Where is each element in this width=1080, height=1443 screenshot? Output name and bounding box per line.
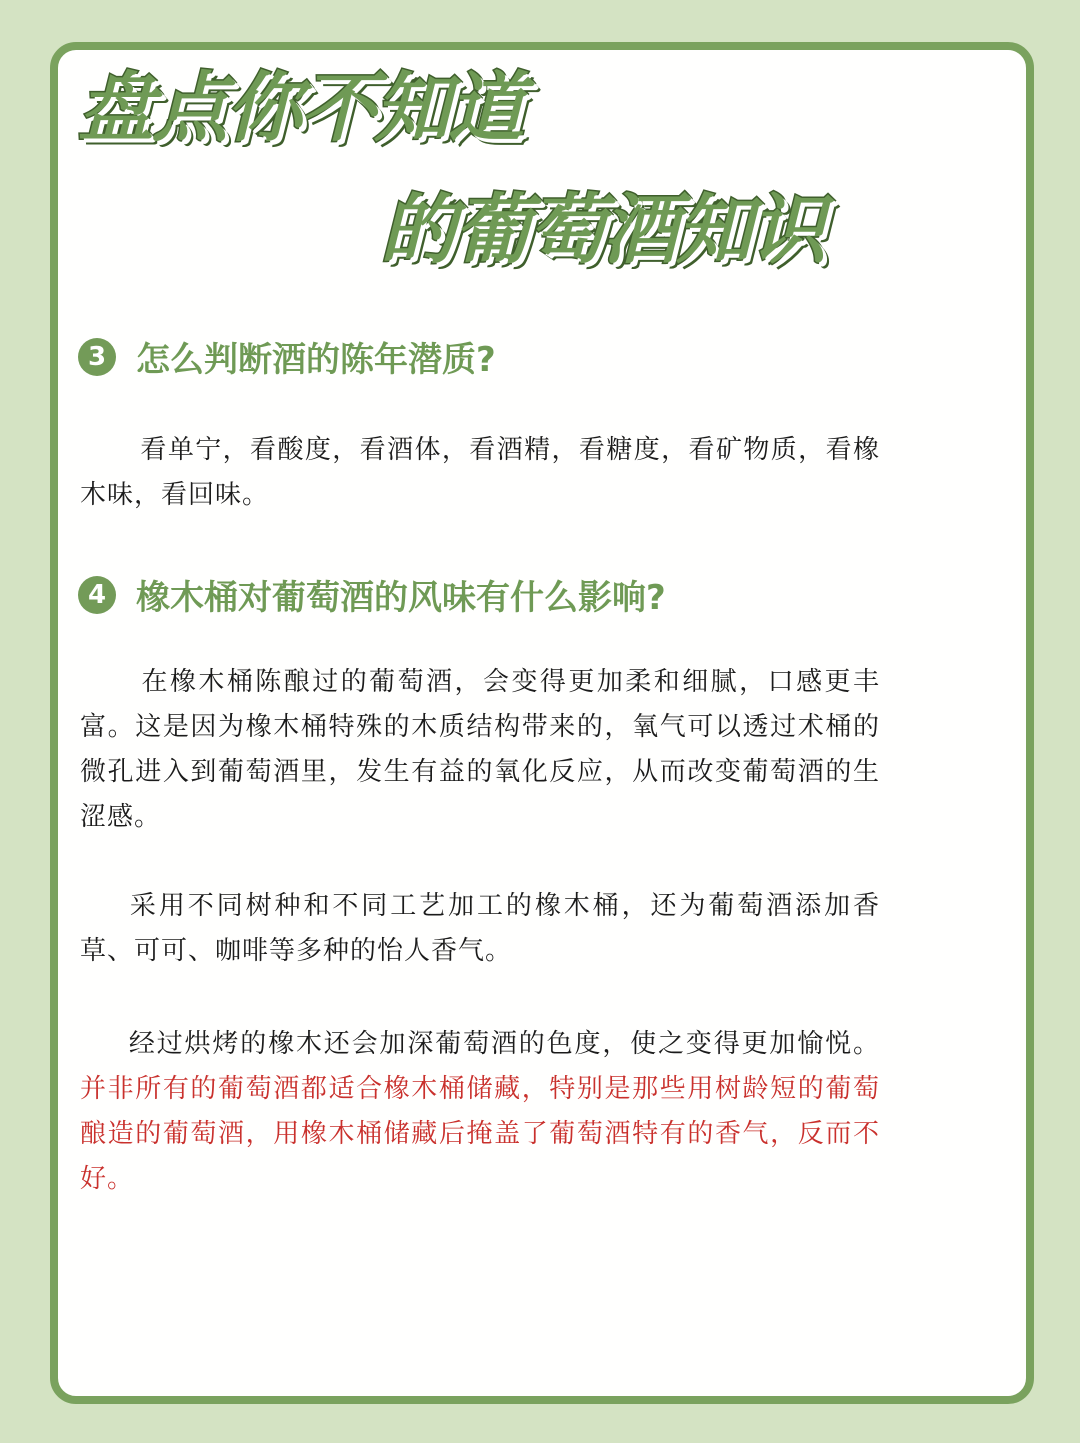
question-4-text: 橡木桶对葡萄酒的风味有什么影响? [136, 578, 666, 618]
answer-4-paragraph-3 [80, 1022, 880, 1202]
answer-4-text-2: 采用不同树种和不同工艺加工的橡木桶，还为葡萄酒添加香草、可可、咖啡等多种的怡人香气。 [80, 891, 880, 966]
answer-4-paragraph-1 [80, 660, 880, 840]
number-3-icon: 3 [78, 338, 116, 376]
answer-4-highlight-text: 并非所有的葡萄酒都适合橡木桶储藏，特别是那些用树龄短的葡萄酿造的葡萄酒，用橡木桶储藏后掩盖了葡萄酒特有的香气，反而不好。 [80, 1074, 880, 1194]
title-line-1: 盘点你不知道 [78, 63, 522, 152]
title-line-2: 的葡萄酒知识 [380, 185, 824, 274]
number-4-icon: 4 [78, 576, 116, 614]
answer-4-paragraph-2 [80, 884, 880, 974]
answer-3-text: 看单宁，看酸度，看酒体，看酒精，看糖度，看矿物质，看橡木味，看回味。 [80, 435, 880, 510]
answer-4-text-3: 经过烘烤的橡木还会加深葡萄酒的色度，使之变得更加愉悦。 [128, 1029, 880, 1059]
question-3-text: 怎么判断酒的陈年潜质? [136, 340, 496, 380]
answer-3-paragraph [80, 428, 880, 518]
answer-4-text-1: 在橡木桶陈酿过的葡萄酒，会变得更加柔和细腻，口感更丰富。这是因为橡木桶特殊的木质结构带来的，氧气可以透过术桶的微孔进入到葡萄酒里，发生有益的氧化反应，从而改变葡萄酒的生涩感。 [80, 667, 880, 832]
question-4-heading [78, 570, 666, 619]
question-3-heading [78, 332, 496, 381]
